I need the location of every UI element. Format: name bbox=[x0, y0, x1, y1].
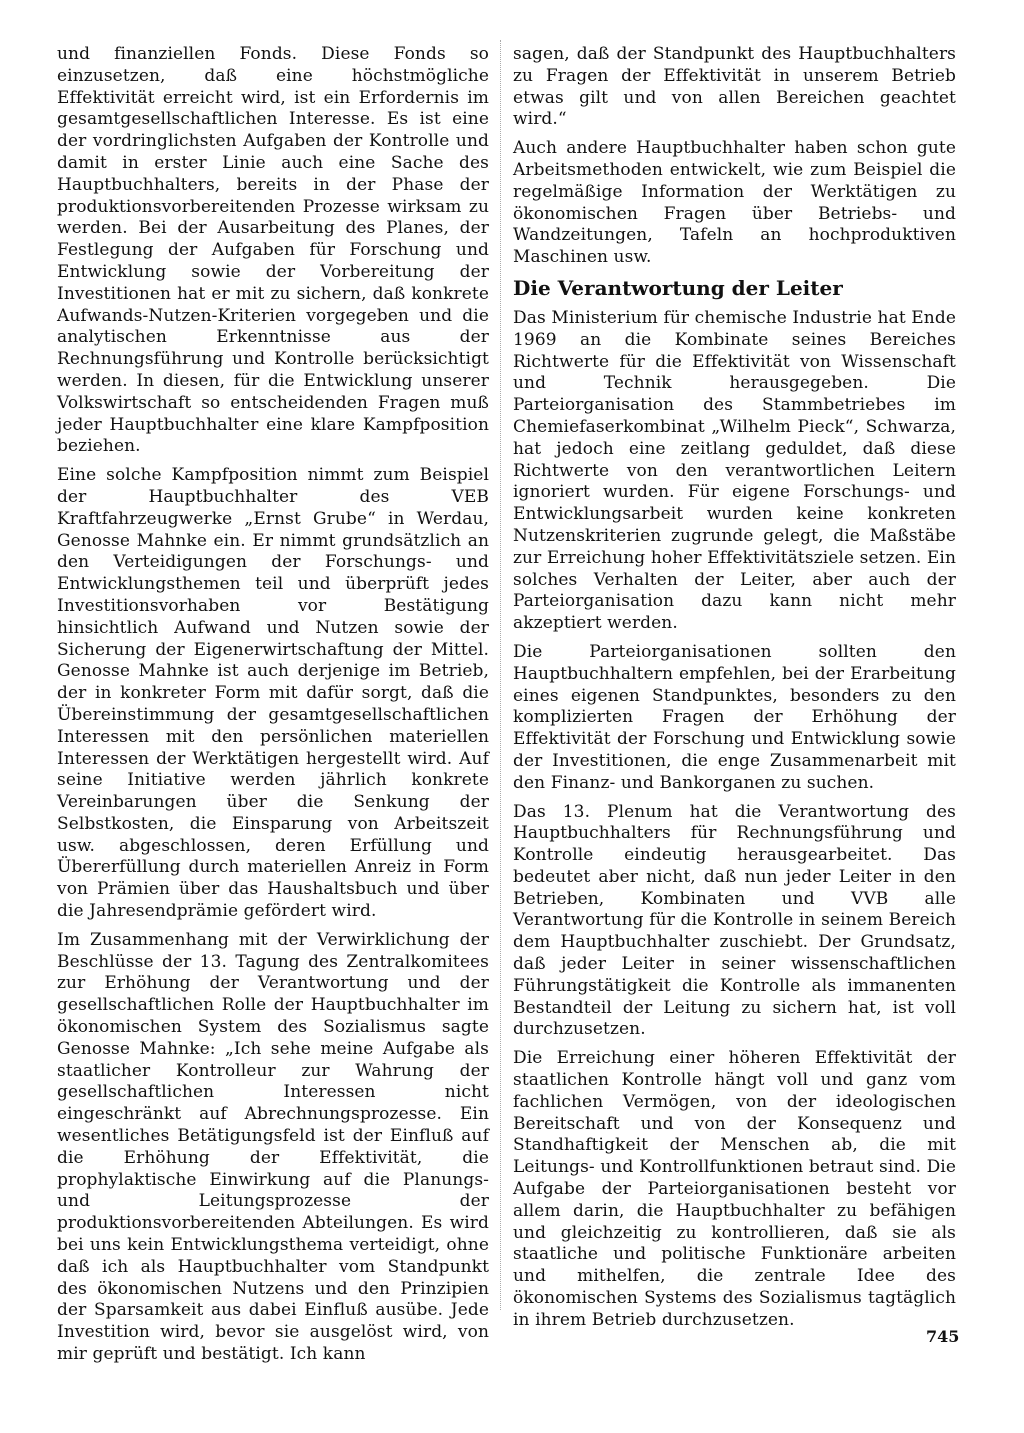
paragraph: Eine solche Kampfposition nimmt zum Beispiel der Hauptbuchhalter des VEB Kraftfahrzeugwerke „Ernst Grube“ in Werdau, Genosse Mahnke ein. Er nimmt grundsätzlich an den Verteidigungen der Forschungs- und Entwicklungsthemen teil und überprüft jedes Investitionsvorhaben vor Bestätigung hinsichtlich Aufwand und Nutzen sowie der Sicherung der Eigenerwirtschaftung der Mittel. Genosse Mahnke ist auch derjenige im Betrieb, der in konkreter Form mit dafür sorgt, daß die Übereinstimmung der gesamtgesellschaftlichen Interessen mit den persönlichen materiellen Interessen der Werktätigen hergestellt wird. Auf seine Initiative werden jährlich konkrete Vereinbarungen über die Senkung der Selbstkosten, die Einsparung von Arbeitszeit usw. abgeschlossen, deren Erfüllung und Übererfüllung durch materiellen Anreiz in Form von Prämien über das Haushaltsbuch und über die Jahresendprämie gefördert wird. bbox=[57, 465, 489, 922]
paragraph: sagen, daß der Standpunkt des Hauptbuchhalters zu Fragen der Effektivität in unserem Betrieb etwas gilt und von allen Bereichen geachtet wird.“ bbox=[513, 44, 956, 130]
paragraph: Auch andere Hauptbuchhalter haben schon gute Arbeitsmethoden entwickelt, wie zum Beispiel die regelmäßige Information der Werktätigen zu ökonomischen Fragen über Betriebs- und Wandzeitungen, Tafeln an hochproduktiven Maschinen usw. bbox=[513, 138, 956, 268]
paragraph: Die Parteiorganisationen sollten den Hauptbuchhaltern empfehlen, bei der Erarbeitung eines eigenen Standpunktes, besonders zu den komplizierten Fragen der Erhöhung der Effektivität der Forschung und Entwicklung sowie der Investitionen, die enge Zusammenarbeit mit den Finanz- und Bankorganen zu suchen. bbox=[513, 641, 956, 793]
column-divider bbox=[500, 40, 502, 1310]
page-number: 745 bbox=[926, 1327, 960, 1346]
right-column bbox=[513, 44, 956, 1339]
paragraph: Das 13. Plenum hat die Verantwortung des Hauptbuchhalters für Rechnungsführung und Kontrolle eindeutig herausgearbeitet. Das bedeutet aber nicht, daß nun jeder Leiter in den Betrieben, Kombinaten und VVB alle Verantwortung für die Kontrolle in seinem Bereich dem Hauptbuchhalter zuschiebt. Der Grundsatz, daß jeder Leiter in seiner wissenschaftlichen Führungstätigkeit die Kontrolle als immanenten Bestandteil der Leitung zu sichern hat, ist voll durchzusetzen. bbox=[513, 801, 956, 1040]
paragraph: Die Erreichung einer höheren Effektivität der staatlichen Kontrolle hängt voll und ganz vom fachlichen Vermögen, von der ideologischen Bereitschaft und von der Konsequenz und Standhaftigkeit der Menschen ab, die mit Leitungs- und Kontrollfunktionen betraut sind. Die Aufgabe der Parteiorganisationen besteht vor allem darin, die Hauptbuchhalter zu befähigen und gleichzeitig zu kontrollieren, daß sie als staatliche und politische Funktionäre arbeiten und mithelfen, die zentrale Idee des ökonomischen Systems des Sozialismus tagtäglich in ihrem Betrieb durchzusetzen. bbox=[513, 1048, 956, 1330]
paragraph: und finanziellen Fonds. Diese Fonds so einzusetzen, daß eine höchstmögliche Effektivität erreicht wird, ist ein Erfordernis im gesamtgesellschaftlichen Interesse. Es ist eine der vordringlichsten Aufgaben der Kontrolle und damit in erster Linie auch eine Sache des Hauptbuchhalters, bereits in der Phase der produktionsvorbereitenden Prozesse wirksam zu werden. Bei der Ausarbeitung des Planes, der Festlegung der Aufgaben für Forschung und Entwicklung sowie der Vorbereitung der Investitionen hat er mit zu sichern, daß konkrete Aufwands-Nutzen-Kriterien vorgegeben und die analytischen Erkenntnisse aus der Rechnungsführung und Kontrolle berücksichtigt werden. In diesen, für die Entwicklung unserer Volkswirtschaft so entscheidenden Fragen muß jeder Hauptbuchhalter eine klare Kampfposition beziehen. bbox=[57, 44, 489, 457]
left-column bbox=[57, 44, 489, 1373]
paragraph: Im Zusammenhang mit der Verwirklichung der Beschlüsse der 13. Tagung des Zentralkomitees zur Erhöhung der Verantwortung und der gesellschaftlichen Rolle der Hauptbuchhalter im ökonomischen System des Sozialismus sagte Genosse Mahnke: „Ich sehe meine Aufgabe als staatlicher Kontrolleur zur Wahrung der gesellschaftlichen Interessen nicht eingeschränkt auf Abrechnungsprozesse. Ein wesentliches Betätigungsfeld ist der Einfluß auf die Erhöhung der Effektivität, die prophylaktische Einwirkung auf die Planungs- und Leitungsprozesse der produktionsvorbereitenden Abteilungen. Es wird bei uns kein Entwicklungsthema verteidigt, ohne daß ich als Hauptbuchhalter vom Standpunkt des ökonomischen Nutzens und den Prinzipien der Sparsamkeit aus dabei Einfluß ausübe. Jede Investition wird, bevor sie ausgelöst wird, von mir geprüft und bestätigt. Ich kann bbox=[57, 929, 489, 1365]
paragraph: Das Ministerium für chemische Industrie hat Ende 1969 an die Kombinate seines Bereiches Richtwerte für die Effektivität von Wissenschaft und Technik herausgegeben. Die Parteiorganisation des Stammbetriebes im Chemiefaserkombinat „Wilhelm Pieck“, Schwarza, hat jedoch eine zeitlang geduldet, daß diese Richtwerte von den verantwortlichen Leitern ignoriert wurden. Für eigene Forschungs- und Entwicklungsarbeit wurden keine konkreten Nutzenskriterien zugrunde gelegt, die Maßstäbe zur Erreichung hoher Effektivitätsziele setzen. Ein solches Verhalten der Leiter, aber auch der Parteiorganisation dazu kann nicht mehr akzeptiert werden. bbox=[513, 307, 956, 634]
section-heading: Die Verantwortung der Leiter bbox=[513, 275, 843, 300]
